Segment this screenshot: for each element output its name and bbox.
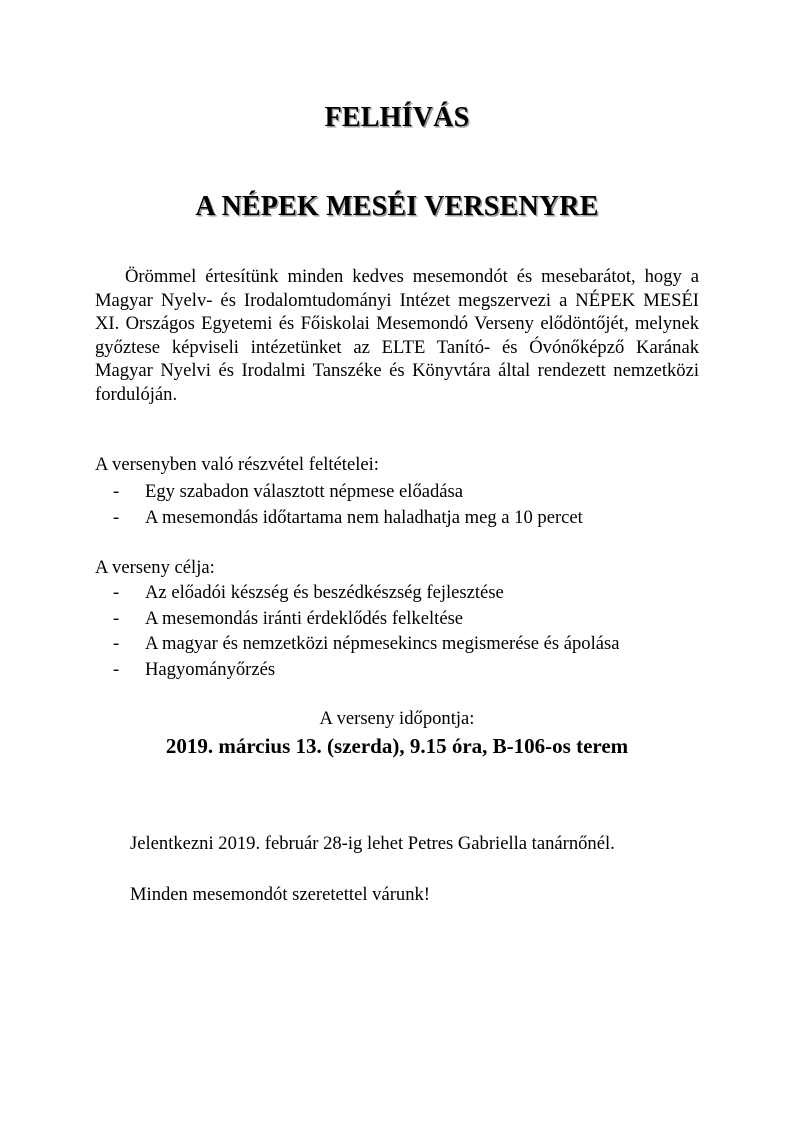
conditions-label: A versenyben való részvétel feltételei: [95, 454, 379, 475]
list-item [113, 657, 620, 683]
list-item [113, 479, 583, 505]
welcome-note: Minden mesemondót szeretettel várunk! [130, 884, 430, 905]
date-label: A verseny időpontja: [319, 708, 475, 729]
list-item [113, 631, 620, 657]
list-item-text: Egy szabadon választott népmese előadása [145, 481, 464, 502]
list-item [113, 505, 583, 531]
document-subtitle: A NÉPEK MESÉI VERSENYRE [195, 191, 599, 222]
list-item-text: A mesemondás időtartama nem haladhatja meg a 10 percet [145, 506, 583, 528]
intro-paragraph: Örömmel értesítünk minden kedves mesemondót és mesebarátot, hogy a Magyar Nyelv- és Irodalomtudományi Intézet megszervezi a NÉPEK MESÉI XI. Országos Egyetemi és Főiskolai Mesemondó Verseny elődöntőjét, melynek győztese képviseli intézetünket az ELTE Tanító- és Óvónőképző Karának Magyar Nyelvi és Irodalmi Tanszéke és Könyvtára által rendezett nemzetközi fordulóján. [95, 266, 699, 405]
bullet-dash: - [113, 506, 120, 528]
goals-list [113, 580, 620, 682]
bullet-dash: - [113, 658, 120, 680]
bullet-dash: - [113, 481, 120, 502]
list-item-text: Az előadói készség és beszédkészség fejlesztése [145, 582, 504, 603]
conditions-list [113, 479, 583, 530]
bullet-dash: - [113, 607, 120, 629]
goals-label: A verseny célja: [95, 557, 215, 578]
list-item [113, 606, 620, 632]
bullet-dash: - [113, 582, 120, 603]
list-item-text: Hagyományőrzés [145, 658, 276, 680]
list-item-text: A mesemondás iránti érdeklődés felkeltése [145, 607, 464, 629]
signup-note: Jelentkezni 2019. február 28-ig lehet Petres Gabriella tanárnőnél. [130, 833, 615, 854]
list-item [113, 580, 620, 606]
date-value: 2019. március 13. (szerda), 9.15 óra, B-106-os terem [165, 734, 629, 758]
list-item-text: A magyar és nemzetközi népmesekincs megismerése és ápolása [145, 633, 620, 654]
document-title: FELHÍVÁS [324, 102, 470, 133]
bullet-dash: - [113, 633, 120, 654]
